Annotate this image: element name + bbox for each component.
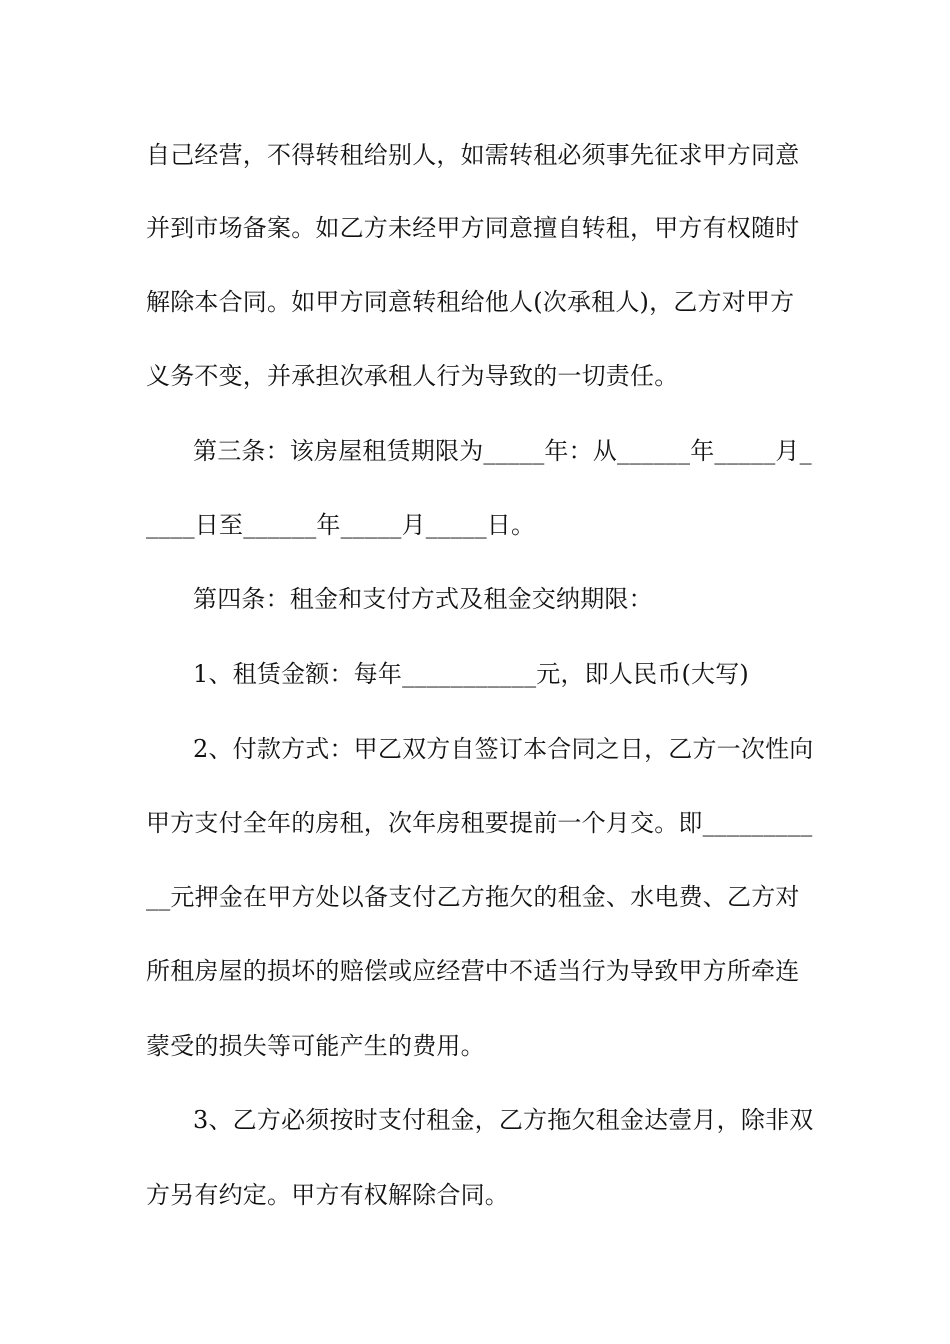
item-2-line-3: __元押金在甲方处以备支付乙方拖欠的租金、水电费、乙方对	[146, 883, 800, 911]
text-line-2: 并到市场备案。如乙方未经甲方同意擅自转租，甲方有权随时	[146, 214, 800, 242]
item-2-line-1: 2、付款方式：甲乙双方自签订本合同之日，乙方一次性向	[193, 735, 814, 763]
text-line-1: 自己经营，不得转租给别人，如需转租必须事先征求甲方同意	[146, 141, 800, 169]
item-2-line-2: 甲方支付全年的房租，次年房租要提前一个月交。即_________	[146, 809, 813, 837]
clause-3-line-2: ____日至______年_____月_____日。	[146, 511, 536, 539]
item-3-line-1: 3、乙方必须按时支付租金，乙方拖欠租金达壹月，除非双	[193, 1106, 814, 1134]
item-2-line-4: 所租房屋的损坏的赔偿或应经营中不适当行为导致甲方所牵连	[146, 957, 800, 985]
item-3-line-2: 方另有约定。甲方有权解除合同。	[146, 1181, 509, 1209]
text-line-3: 解除本合同。如甲方同意转租给他人(次承租人)，乙方对甲方	[146, 288, 795, 316]
item-2-line-5: 蒙受的损失等可能产生的费用。	[146, 1032, 485, 1060]
item-1-rent-amount: 1、租赁金额：每年___________元，即人民币(大写)	[193, 660, 749, 688]
clause-4-heading: 第四条：租金和支付方式及租金交纳期限：	[193, 585, 653, 613]
clause-3-line-1: 第三条：该房屋租赁期限为_____年：从______年_____月_	[193, 437, 812, 465]
text-line-4: 义务不变，并承担次承租人行为导致的一切责任。	[146, 362, 679, 390]
